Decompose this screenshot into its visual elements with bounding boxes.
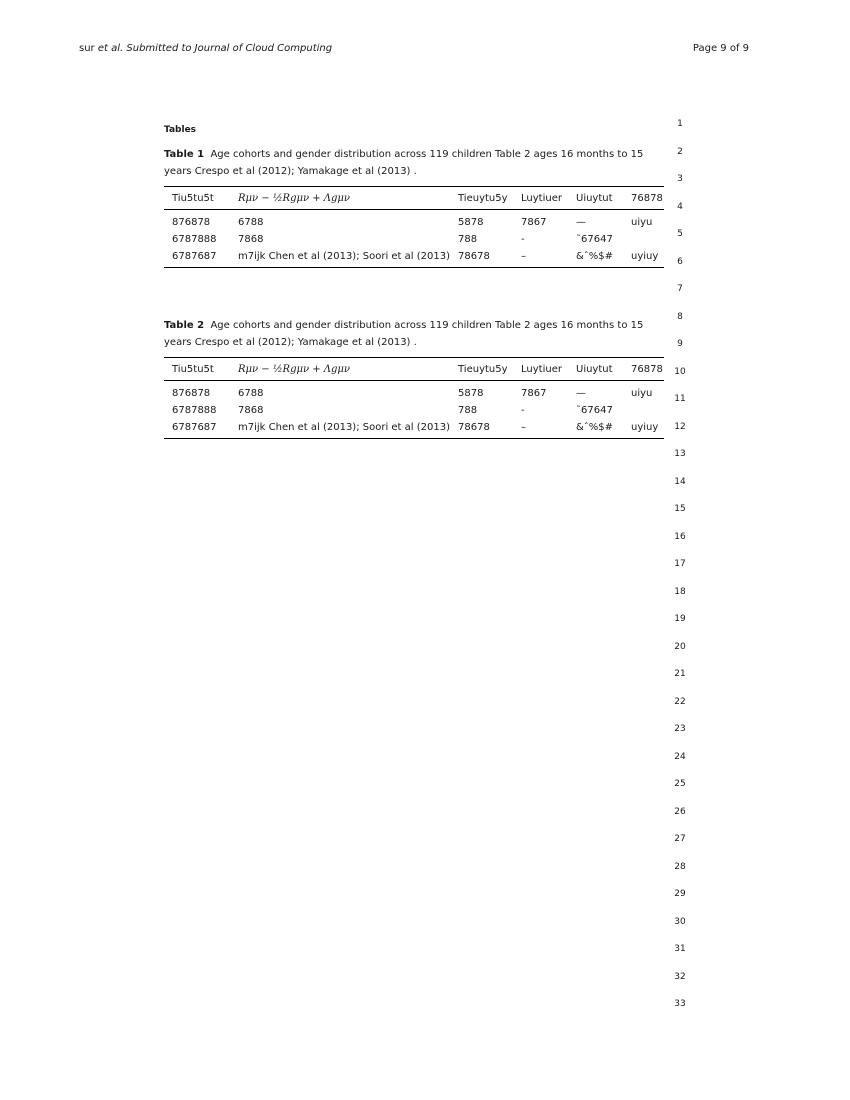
table-cell: 6787687	[164, 419, 238, 439]
table-header-cell: Tiu5tu5t	[164, 187, 238, 210]
table-header-cell: Uiuytut	[576, 358, 631, 381]
line-number: 13	[674, 449, 686, 459]
table-cell: 7867	[521, 388, 547, 399]
table-cell: &ˆ%$#	[576, 419, 631, 439]
line-number: 7	[677, 284, 683, 294]
line-number: 6	[677, 256, 683, 267]
journal-name: Submitted to Journal of Cloud Computing	[126, 43, 333, 54]
table-1-block	[164, 146, 664, 268]
table-cell: –	[521, 419, 576, 439]
line-number: 25	[674, 779, 686, 789]
table-cell: 6787888	[172, 405, 217, 416]
table-cell: 5878	[458, 217, 484, 228]
line-number: 15	[674, 504, 686, 514]
table-cell	[631, 231, 664, 248]
table-header-cell: Luytiuer	[521, 358, 576, 381]
table-row	[164, 231, 664, 248]
table-cell: 876878	[172, 388, 211, 399]
table-1-header-row	[164, 187, 664, 210]
table-header-cell: 76878	[631, 187, 664, 210]
table-cell: uiyu	[631, 388, 653, 399]
table-cell: 78678	[458, 419, 521, 439]
table-cell: 78678	[458, 248, 521, 268]
table-cell: 6788	[238, 388, 264, 399]
table-cell: 5878	[458, 388, 484, 399]
page-number: Page 9 of 9	[692, 43, 749, 54]
line-number: 18	[674, 586, 686, 597]
author-name: sur	[79, 43, 95, 54]
line-number: 22	[674, 696, 686, 707]
table-cell: m7ijk Chen et al (2013); Soori et al (2013)	[238, 248, 458, 268]
table-row	[164, 248, 664, 268]
table-header-cell: Tieuytu5y	[458, 358, 521, 381]
table-2-caption-text: Age cohorts and gender distribution across 119 children Table 2 ages 16 months to 15 years Crespo et al (2012); Yamakage et al (2013) .	[164, 320, 644, 348]
table-cell: —	[576, 388, 586, 399]
line-number: 1	[677, 119, 683, 129]
line-number: 10	[674, 366, 686, 377]
line-number: 31	[674, 944, 686, 954]
table-cell: ˜67647	[576, 405, 613, 416]
table-cell: —	[576, 217, 586, 228]
line-number: 14	[674, 476, 686, 487]
table-2	[164, 357, 664, 439]
line-number: 28	[674, 861, 686, 872]
line-number: 5	[677, 229, 683, 239]
table-cell: 7867	[521, 217, 547, 228]
table-cell: –	[521, 248, 576, 268]
line-number: 23	[674, 724, 686, 734]
table-row	[164, 402, 664, 419]
table-2-caption	[164, 317, 664, 351]
table-cell	[631, 402, 664, 419]
table-cell: 788	[458, 405, 478, 416]
table-2-label: Table 2	[164, 320, 205, 331]
table-header-cell: Uiuytut	[576, 187, 631, 210]
table-1-caption-text: Age cohorts and gender distribution across 119 children Table 2 ages 16 months to 15 years Crespo et al (2012); Yamakage et al (2013) .	[164, 149, 644, 177]
line-number: 21	[674, 669, 686, 679]
table-row	[164, 419, 664, 439]
table-1-label: Table 1	[164, 149, 205, 160]
section-title: Tables	[164, 125, 197, 135]
table-1	[164, 186, 664, 268]
table-cell: -	[521, 234, 525, 245]
line-number: 2	[677, 146, 683, 157]
line-number: 30	[674, 916, 686, 927]
line-number: 33	[674, 999, 686, 1009]
line-number: 11	[674, 394, 686, 404]
table-1-caption	[164, 146, 664, 180]
table-cell: 876878	[172, 217, 211, 228]
table-row	[164, 210, 664, 232]
table-cell: 6787888	[172, 234, 217, 245]
table-row	[164, 381, 664, 403]
table-header-cell: Luytiuer	[521, 187, 576, 210]
table-cell: -	[521, 405, 525, 416]
table-cell: &ˆ%$#	[576, 248, 631, 268]
table-cell: ˜67647	[576, 234, 613, 245]
table-cell: 7868	[238, 234, 264, 245]
running-head-left	[79, 43, 332, 55]
table-header-cell: Rμν − ½Rgμν + Λgμν	[238, 187, 458, 210]
line-number: 8	[677, 311, 683, 322]
table-cell: 7868	[238, 405, 264, 416]
et-al: et al.	[97, 43, 124, 54]
table-cell: m7ijk Chen et al (2013); Soori et al (2013)	[238, 419, 458, 439]
table-cell: 6787687	[164, 248, 238, 268]
line-number: 3	[677, 174, 683, 184]
line-number: 9	[677, 339, 683, 349]
table-header-cell: Rμν − ½Rgμν + Λgμν	[238, 358, 458, 381]
line-number: 20	[674, 641, 686, 652]
line-number: 29	[674, 889, 686, 899]
table-header-cell: Tieuytu5y	[458, 187, 521, 210]
table-2-block	[164, 317, 664, 439]
line-number: 4	[677, 201, 683, 212]
line-number: 17	[674, 559, 686, 569]
table-cell: 6788	[238, 217, 264, 228]
line-number: 16	[674, 531, 686, 542]
table-header-cell: 76878	[631, 358, 664, 381]
table-header-cell: Tiu5tu5t	[164, 358, 238, 381]
table-2-header-row	[164, 358, 664, 381]
table-cell: uyiuy	[631, 248, 664, 268]
table-cell: uyiuy	[631, 419, 664, 439]
line-number: 12	[674, 421, 686, 432]
line-number: 27	[674, 834, 686, 844]
line-number: 24	[674, 751, 686, 762]
table-cell: 788	[458, 234, 478, 245]
table-cell: uiyu	[631, 217, 653, 228]
line-number: 19	[674, 614, 686, 624]
line-number: 26	[674, 806, 686, 817]
line-number: 32	[674, 971, 686, 982]
